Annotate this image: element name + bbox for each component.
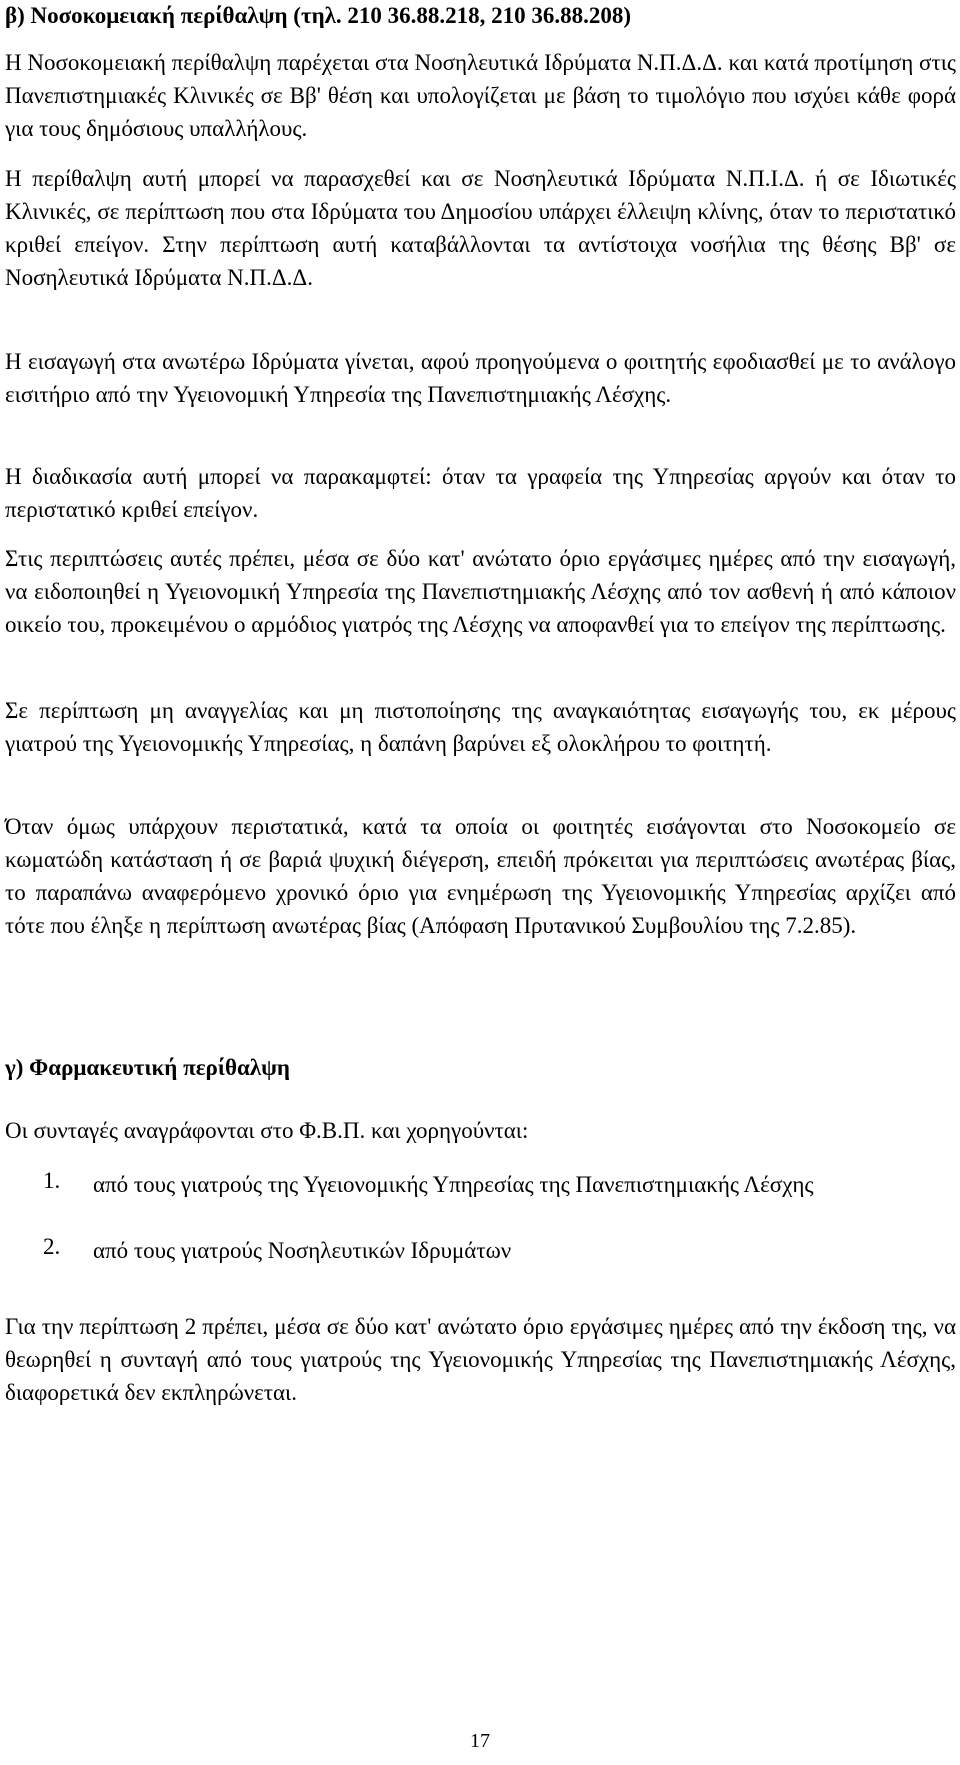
list-intro: Οι συνταγές αναγράφονται στο Φ.Β.Π. και χορηγούνται:	[5, 1118, 529, 1143]
paragraph: Για την περίπτωση 2 πρέπει, μέσα σε δύο κατ' ανώτατο όριο εργάσιμες ημέρες από την έκδοση της, να θεωρηθεί η συνταγή από τους γιατρούς της Υγειονομικής Υπηρεσίας της Πανεπιστημιακής Λέσχης, διαφορετικά δεν εκπληρώνεται.	[5, 1314, 956, 1405]
section-b-heading: β) Νοσοκομειακή περίθαλψη (τηλ. 210 36.88.218, 210 36.88.208)	[5, 3, 632, 28]
list-item-number: 1.	[43, 1168, 61, 1193]
paragraph: Στις περιπτώσεις αυτές πρέπει, μέσα σε δύο κατ' ανώτατο όριο εργάσιμες ημέρες από την εισαγωγή, να ειδοποιηθεί η Υγειονομική Υπηρεσία της Πανεπιστημιακής Λέσχης από τον ασθενή ή από κάποιον οικείο του, προκειμένου ο αρμόδιος γιατρός της Λέσχης να αποφανθεί για το επείγον της περίπτωσης.	[5, 546, 956, 637]
list-item-number: 2.	[43, 1234, 61, 1259]
list-item-text: από τους γιατρούς Νοσηλευτικών Ιδρυμάτων	[93, 1238, 512, 1263]
list-item-text: από τους γιατρούς της Υγειονομικής Υπηρεσίας της Πανεπιστημιακής Λέσχης	[93, 1172, 814, 1197]
paragraph: Η περίθαλψη αυτή μπορεί να παρασχεθεί και σε Νοσηλευτικά Ιδρύματα Ν.Π.Ι.Δ. ή σε Ιδιωτικές Κλινικές, σε περίπτωση που στα Ιδρύματα του Δημοσίου υπάρχει έλλειψη κλίνης, όταν το περιστατικό κριθεί επείγον. Στην περίπτωση αυτή καταβάλλονται τα αντίστοιχα νοσήλια της θέσης Ββ' σε Νοσηλευτικά Ιδρύματα Ν.Π.Δ.Δ.	[5, 166, 956, 290]
section-c-heading: γ) Φαρμακευτική περίθαλψη	[5, 1055, 290, 1080]
paragraph: Η Νοσοκομειακή περίθαλψη παρέχεται στα Νοσηλευτικά Ιδρύματα Ν.Π.Δ.Δ. και κατά προτίμηση στις Πανεπιστημιακές Κλινικές σε Ββ' θέση και υπολογίζεται με βάση το τιμολόγιο που ισχύει κάθε φορά για τους δημόσιους υπαλλήλους.	[5, 50, 956, 141]
paragraph: Όταν όμως υπάρχουν περιστατικά, κατά τα οποία οι φοιτητές εισάγονται στο Νοσοκομείο σε κωματώδη κατάσταση ή σε βαριά ψυχική διέγερση, επειδή πρόκειται για περιπτώσεις ανωτέρας βίας, το παραπάνω αναφερόμενο χρονικό όριο για ενημέρωση της Υγειονομικής Υπηρεσίας αρχίζει από τότε που έληξε η περίπτωση ανωτέρας βίας (Απόφαση Πρυτανικού Συμβουλίου της 7.2.85).	[5, 814, 956, 938]
paragraph: Σε περίπτωση μη αναγγελίας και μη πιστοποίησης της αναγκαιότητας εισαγωγής του, εκ μέρους γιατρού της Υγειονομικής Υπηρεσίας, η δαπάνη βαρύνει εξ ολοκλήρου το φοιτητή.	[5, 698, 956, 756]
page-number: 17	[470, 1730, 490, 1752]
paragraph: Η διαδικασία αυτή μπορεί να παρακαμφτεί: όταν τα γραφεία της Υπηρεσίας αργούν και όταν το περιστατικό κριθεί επείγον.	[5, 464, 956, 522]
paragraph: Η εισαγωγή στα ανωτέρω Ιδρύματα γίνεται, αφού προηγούμενα ο φοιτητής εφοδιασθεί με το ανάλογο εισιτήριο από την Υγειονομική Υπηρεσία της Πανεπιστημιακής Λέσχης.	[5, 349, 956, 407]
